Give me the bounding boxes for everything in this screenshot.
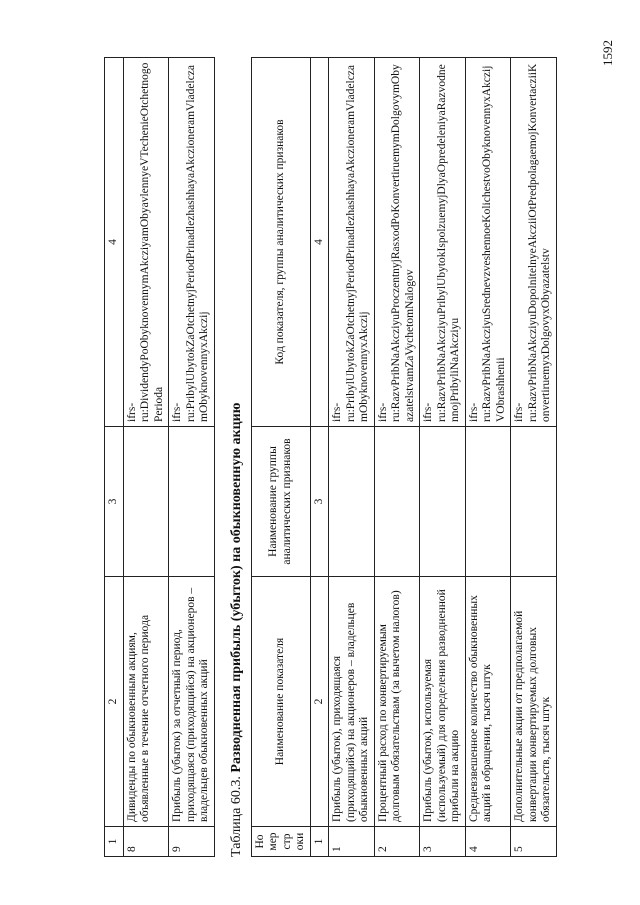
table-row (123, 58, 169, 857)
page-body (104, 57, 557, 857)
row-number: 4 (465, 827, 511, 857)
indicator-code: ifrs-ru:RazvPribNaAkcziyuProczentnyjRasxodPoKonvertiruemymDolgovymObyazatelstvamZaVychetomNalogov (374, 58, 420, 427)
indicator-name: Прибыль (убыток), приходящаяся (приходящийся) на акционеров – владельцев обыкновенных акций (329, 577, 375, 827)
table-row (374, 58, 420, 857)
indicator-code: ifrs-ru:RazvPribNaAkcziyuPribylUbytokIspolzuemyjDlyaOpredeleniyaRazvodnennojPribyliNaAkcziyu (420, 58, 466, 427)
table-main-header (251, 58, 310, 857)
table-row (329, 58, 375, 857)
row-number: 8 (123, 827, 169, 857)
header-group-name: Наименование группы аналитических признаков (251, 427, 310, 577)
header-indicator-name: Наименование показателя (251, 577, 310, 827)
row-number: 3 (420, 827, 466, 857)
indicator-code: ifrs-ru:RazvPribNaAkcziyuSrednevzveshennoeKolichestvoObyknovennyxAkczijVObrashhenii (465, 58, 511, 427)
header-row-number: Номер строки (251, 827, 310, 857)
table-caption-prefix: Таблица 60.3. (228, 776, 244, 857)
table-caption (229, 57, 245, 857)
indicator-name: Средневзвешенное количество обыкновенных акций в обращении, тысяч штук (465, 577, 511, 827)
row-number: 1 (329, 827, 375, 857)
indicator-code: ifrs-ru:DividendyPoObyknovennymAkcziyamObyavlennyeVTechenieOtchetnogoPerioda (123, 58, 169, 427)
column-number: 4 (105, 58, 124, 427)
header-indicator-code: Код показателя, группы аналитических признаков (251, 58, 310, 427)
row-number: 9 (169, 827, 215, 857)
group-name (374, 427, 420, 577)
column-number: 4 (310, 58, 329, 427)
group-name (420, 427, 466, 577)
indicator-name: Дивиденды по обыкновенным акциям, объявленные в течение отчетного периода (123, 577, 169, 827)
group-name (511, 427, 557, 577)
table-top (104, 57, 215, 857)
indicator-name: Прибыль (убыток) за отчетный период, приходящаяся (приходящийся) на акционеров – владельцев обыкновенных акций (169, 577, 215, 827)
row-number: 2 (374, 827, 420, 857)
indicator-name: Дополнительные акции от предполагаемой конвертации конвертируемых долговых обязательств, тысяч штук (511, 577, 557, 827)
group-name (169, 427, 215, 577)
indicator-name: Прибыль (убыток), используемая (используемый) для определения разводненной прибыли на акцию (420, 577, 466, 827)
column-number: 1 (310, 827, 329, 857)
group-name (329, 427, 375, 577)
table-caption-title: Разводненная прибыль (убыток) на обыкновенную акцию (228, 402, 244, 773)
indicator-code: ifrs-ru:PribylUbytokZaOtchetnyjPeriodPrinadlezhashhayaAkczioneramVladelczamObyknovennyxAkczij (169, 58, 215, 427)
table-main (251, 57, 557, 857)
column-number: 1 (105, 827, 124, 857)
table-row (511, 58, 557, 857)
row-number: 5 (511, 827, 557, 857)
table-row (169, 58, 215, 857)
page-number: 1592 (600, 40, 615, 66)
indicator-code: ifrs-ru:PribylUbytokZaOtchetnyjPeriodPrinadlezhashhayaAkczioneramVladelczamObyknovennyxAkczij (329, 58, 375, 427)
table-top-column-numbers (105, 58, 124, 857)
column-number: 2 (310, 577, 329, 827)
table-row (465, 58, 511, 857)
group-name (123, 427, 169, 577)
column-number: 3 (310, 427, 329, 577)
column-number: 3 (105, 427, 124, 577)
table-main-column-numbers (310, 58, 329, 857)
indicator-code: ifrs-ru:RazvPribNaAkcziyuDopolnitelnyeAkcziiOtPredpolagaemojKonvertacziiKonvertiruemyxDolgovyxObyazatelstv (511, 58, 557, 427)
column-number: 2 (105, 577, 124, 827)
group-name (465, 427, 511, 577)
table-row (420, 58, 466, 857)
indicator-name: Процентный расход по конвертируемым долговым обязательствам (за вычетом налогов) (374, 577, 420, 827)
